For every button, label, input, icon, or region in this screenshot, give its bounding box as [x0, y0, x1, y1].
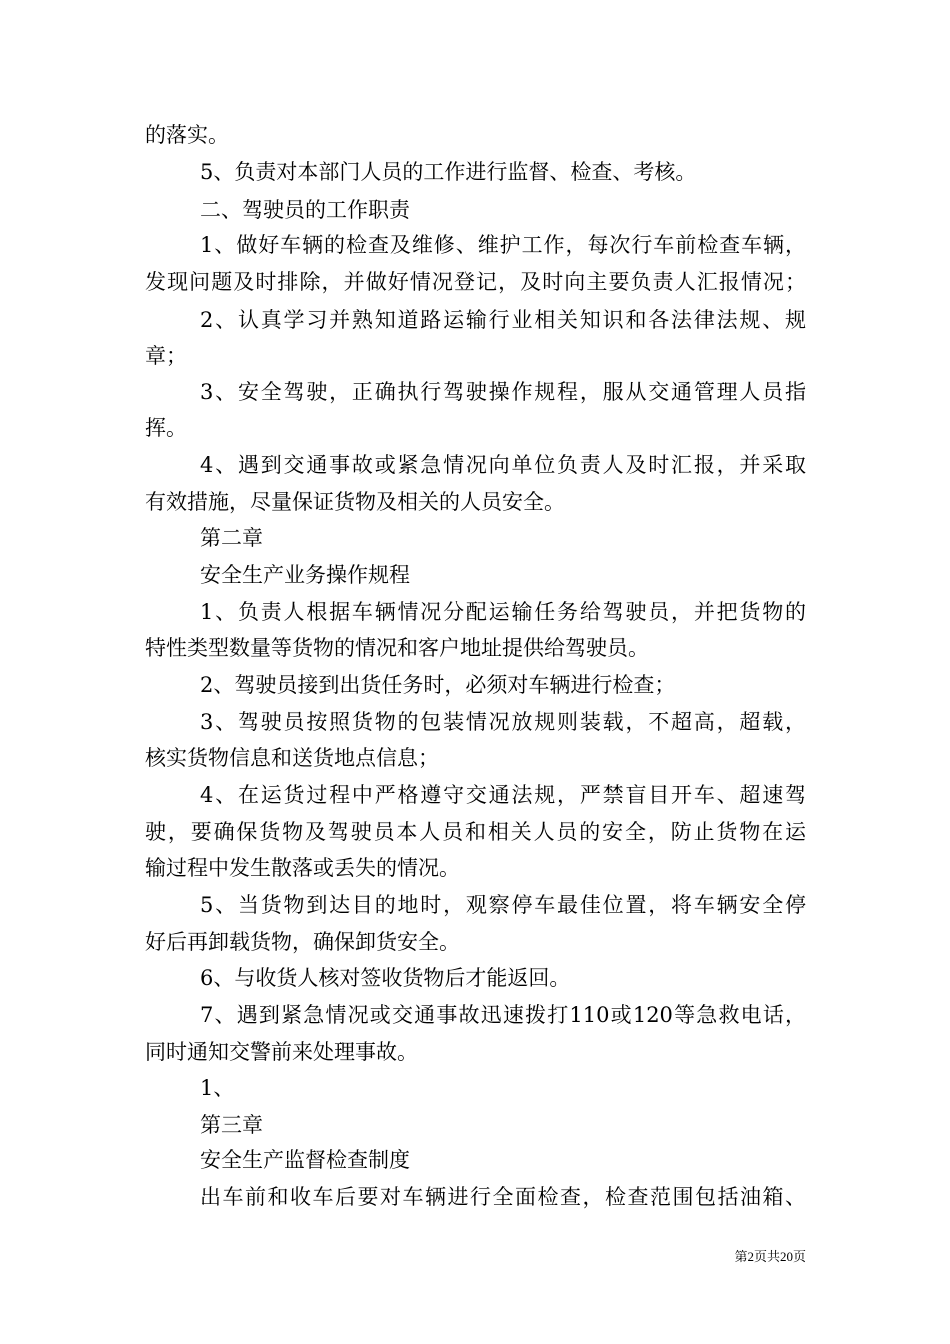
- text-line: 出车前和收车后要对车辆进行全面检查，检查范围包括油箱、: [200, 1185, 806, 1209]
- text-line: 发现问题及时排除，并做好情况登记，及时向主要负责人汇报情况；: [145, 270, 806, 294]
- text-line: 同时通知交警前来处理事故。: [145, 1040, 418, 1064]
- text-line: 3、驾驶员按照货物的包装情况放规则装载，不超高，超载，: [200, 710, 806, 734]
- text-line: 核实货物信息和送货地点信息；: [145, 746, 439, 770]
- text-line: 特性类型数量等货物的情况和客户地址提供给驾驶员。: [145, 636, 649, 660]
- text-line: 1、做好车辆的检查及维修、维护工作，每次行车前检查车辆，: [200, 233, 806, 257]
- text-line: 有效措施，尽量保证货物及相关的人员安全。: [145, 490, 565, 514]
- text-line: 输过程中发生散落或丢失的情况。: [145, 856, 460, 880]
- text-line: 安全生产监督检查制度: [200, 1148, 410, 1172]
- text-line: 安全生产业务操作规程: [200, 563, 410, 587]
- text-line: 第三章: [200, 1113, 263, 1137]
- text-line: 2、驾驶员接到出货任务时，必须对车辆进行检查；: [200, 673, 676, 697]
- text-line: 1、负责人根据车辆情况分配运输任务给驾驶员，并把货物的: [200, 600, 806, 624]
- text-line: 3、安全驾驶，正确执行驾驶操作规程，服从交通管理人员指: [200, 380, 806, 404]
- text-line: 二、驾驶员的工作职责: [200, 198, 410, 222]
- text-line: 1、: [200, 1076, 235, 1100]
- text-line: 4、在运货过程中严格遵守交通法规，严禁盲目开车、超速驾: [200, 783, 806, 807]
- text-line: 好后再卸载货物，确保卸货安全。: [145, 930, 460, 954]
- text-line: 章；: [145, 344, 187, 368]
- text-line: 2、认真学习并熟知道路运输行业相关知识和各法律法规、规: [200, 308, 806, 332]
- text-line: 6、与收货人核对签收货物后才能返回。: [200, 966, 571, 990]
- text-line: 驶，要确保货物及驾驶员本人员和相关人员的安全，防止货物在运: [145, 820, 806, 844]
- page-number-footer: 第2页共20页: [734, 1249, 806, 1264]
- text-line: 4、遇到交通事故或紧急情况向单位负责人及时汇报，并采取: [200, 453, 806, 477]
- text-line: 的落实。: [145, 123, 229, 147]
- text-line: 5、当货物到达目的地时，观察停车最佳位置，将车辆安全停: [200, 893, 806, 917]
- text-line: 7、遇到紧急情况或交通事故迅速拨打110或120等急救电话，: [200, 1003, 806, 1027]
- text-line: 5、负责对本部门人员的工作进行监督、检查、考核。: [200, 160, 697, 184]
- text-line: 第二章: [200, 526, 263, 550]
- text-line: 挥。: [145, 416, 187, 440]
